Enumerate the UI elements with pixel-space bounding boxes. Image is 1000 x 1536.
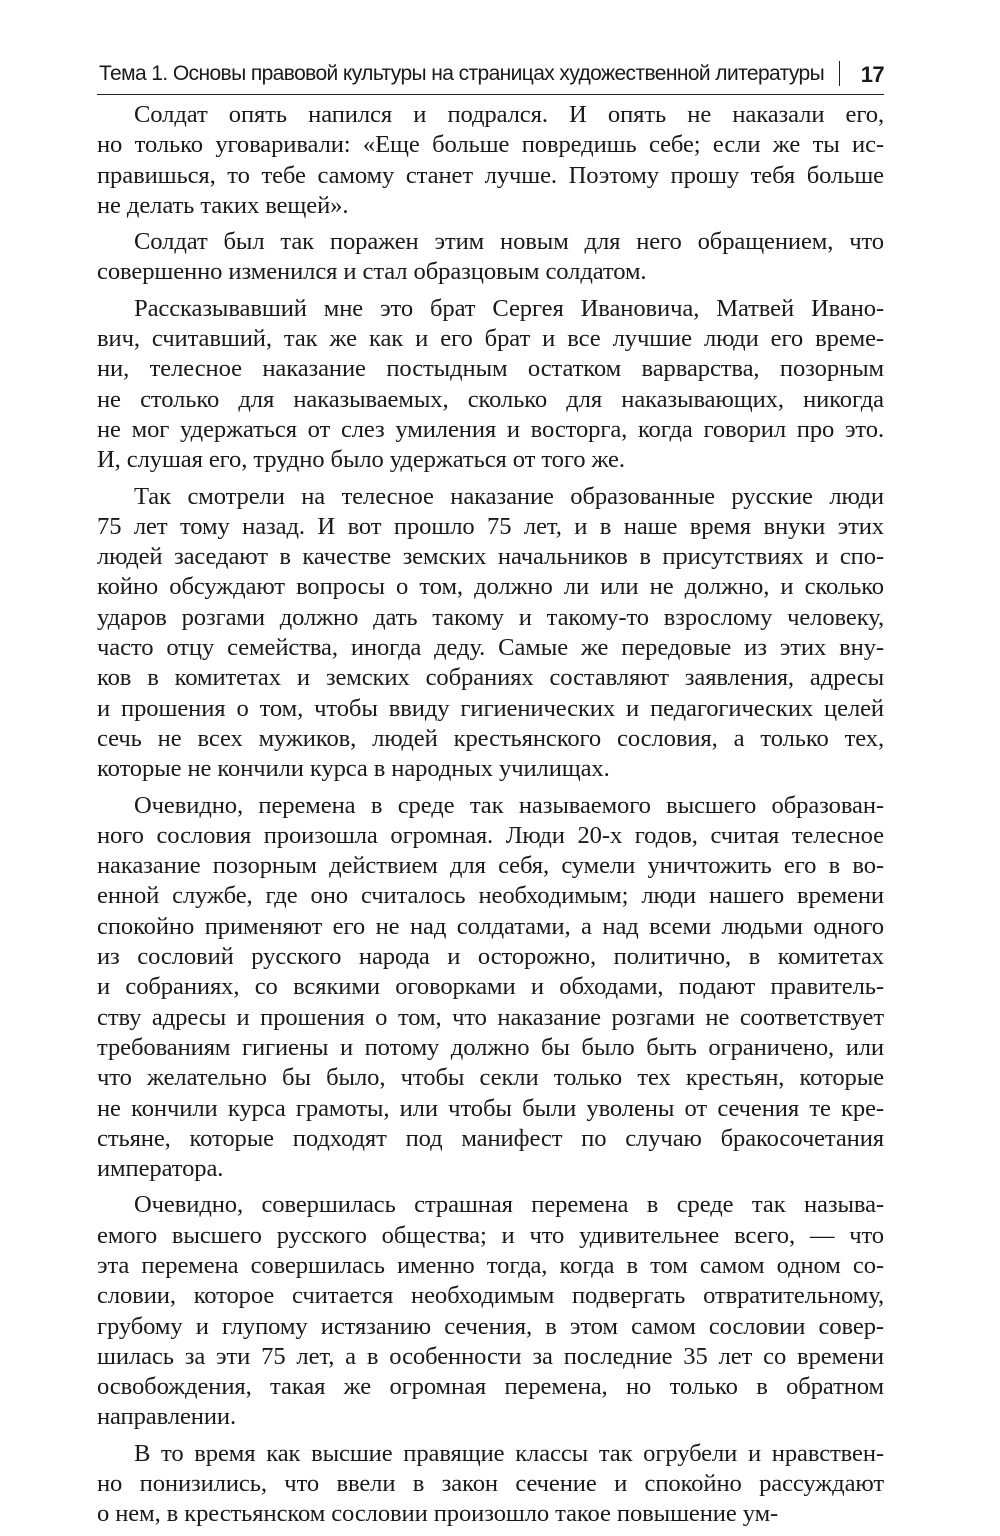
text-line: и прошения о том, чтобы ввиду гигиенических и педагогических целей (97, 694, 884, 722)
text-line: ного сословия произошла огромная. Люди 20-х годов, считая телесное (97, 821, 884, 849)
text-line: Так смотрели на телесное наказание образованные русские люди (134, 482, 884, 510)
text-line: людей заседают в качестве земских начальников в присутствиях и спо- (97, 543, 884, 571)
text-line: вич, считавший, так же как и его брат и все лучшие люди его време- (97, 325, 884, 353)
text-line: совершенно изменился и стал образцовым солдатом. (97, 258, 647, 286)
header-separator (839, 61, 841, 86)
text-line: Рассказывавший мне это брат Сергея Ивановича, Матвей Ивано- (134, 294, 884, 322)
text-line: Очевидно, перемена в среде так называемого высшего образован- (134, 791, 884, 819)
text-line: но понизились, что ввели в закон сечение и спокойно рассуждают (97, 1470, 884, 1498)
paragraph (97, 482, 884, 785)
text-line: ни, телесное наказание постыдным остатком варварства, позорным (97, 355, 884, 383)
paragraph (97, 294, 884, 476)
text-line: не делать таких вещей». (97, 191, 349, 219)
text-line: енной службе, где оно считалось необходимым; люди нашего времени (97, 882, 884, 910)
text-line: правишься, то тебе самому станет лучше. Поэтому прошу тебя больше (97, 161, 884, 189)
text-line: ству адресы и прошения о том, что наказание розгами не соответствует (97, 1003, 884, 1031)
text-line: 75 лет тому назад. И вот прошло 75 лет, и в наше время внуки этих (97, 512, 884, 540)
text-line: императора. (97, 1155, 224, 1183)
text-line: которые не кончили курса в народных училищах. (97, 755, 610, 783)
text-line: о нем, в крестьянском сословии произошло такое повышение ум- (97, 1500, 779, 1528)
text-line: наказание позорным действием для себя, сумели уничтожить его в во- (97, 852, 884, 880)
text-line: и собраниях, со всякими оговорками и обходами, подают правитель- (97, 973, 884, 1001)
text-line: часто отцу семейства, иногда деду. Самые же передовые из этих вну- (97, 634, 884, 662)
text-line: В то время как высшие правящие классы так огрубели и нравствен- (134, 1439, 884, 1467)
paragraph (97, 100, 884, 221)
text-line: не кончили курса грамоты, или чтобы были уволены от сечения те кре- (97, 1094, 884, 1122)
text-line: что желательно бы было, чтобы секли только тех крестьян, которые (97, 1064, 884, 1092)
running-header (97, 58, 884, 95)
text-line: ударов розгами должно дать такому и такому-то взрослому человеку, (97, 603, 884, 631)
paragraph (97, 227, 884, 288)
text-line: стьяне, которые подходят под манифест по случаю бракосочетания (97, 1124, 884, 1152)
paragraph (97, 791, 884, 1185)
text-line: эта перемена совершилась именно тогда, когда в том самом одном со- (97, 1251, 884, 1279)
running-title: Тема 1. Основы правовой культуры на страницах художественной литературы (99, 62, 825, 85)
text-line: но только уговаривали: «Еще больше повредишь себе; если же ты ис- (97, 131, 884, 159)
text-line: Солдат был так поражен этим новым для него обращением, что (134, 228, 884, 256)
page-number: 17 (860, 62, 884, 87)
text-line: не столько для наказываемых, сколько для наказывающих, никогда (97, 385, 884, 413)
text-line: шилась за эти 75 лет, а в особенности за последние 35 лет со времени (97, 1342, 884, 1370)
text-line: койно обсуждают вопросы о том, должно ли или не должно, и сколько (97, 573, 884, 601)
text-line: Очевидно, совершилась страшная перемена в среде так называ- (134, 1191, 884, 1219)
text-line: грубому и глупому истязанию сечения, в этом самом сословии совер- (97, 1312, 884, 1340)
text-line: сечь не всех мужиков, людей крестьянского сословия, а только тех, (97, 724, 884, 752)
text-line: не мог удержаться от слез умиления и восторга, когда говорил про это. (97, 415, 884, 443)
text-line: ков в комитетах и земских собраниях составляют заявления, адресы (97, 664, 884, 692)
text-line: Солдат опять напился и подрался. И опять не наказали его, (134, 101, 884, 128)
text-line: И, слушая его, трудно было удержаться от того же. (97, 446, 625, 474)
body-text (97, 100, 884, 1536)
text-line: спокойно применяют его не над солдатами, а над всеми людьми одного (97, 912, 884, 940)
text-line: из сословий русского народа и осторожно, политично, в комитетах (97, 943, 884, 971)
text-line: словии, которое считается необходимым подвергать отвратительному, (97, 1282, 884, 1310)
text-line: емого высшего русского общества; и что удивительнее всего, — что (97, 1221, 884, 1249)
text-line: направлении. (97, 1403, 237, 1431)
text-line: освобождения, такая же огромная перемена, но только в обратном (97, 1373, 884, 1401)
paragraph (97, 1190, 884, 1432)
text-line: требованиям гигиены и потому должно бы было быть ограничено, или (97, 1033, 884, 1061)
paragraph (97, 1439, 884, 1530)
